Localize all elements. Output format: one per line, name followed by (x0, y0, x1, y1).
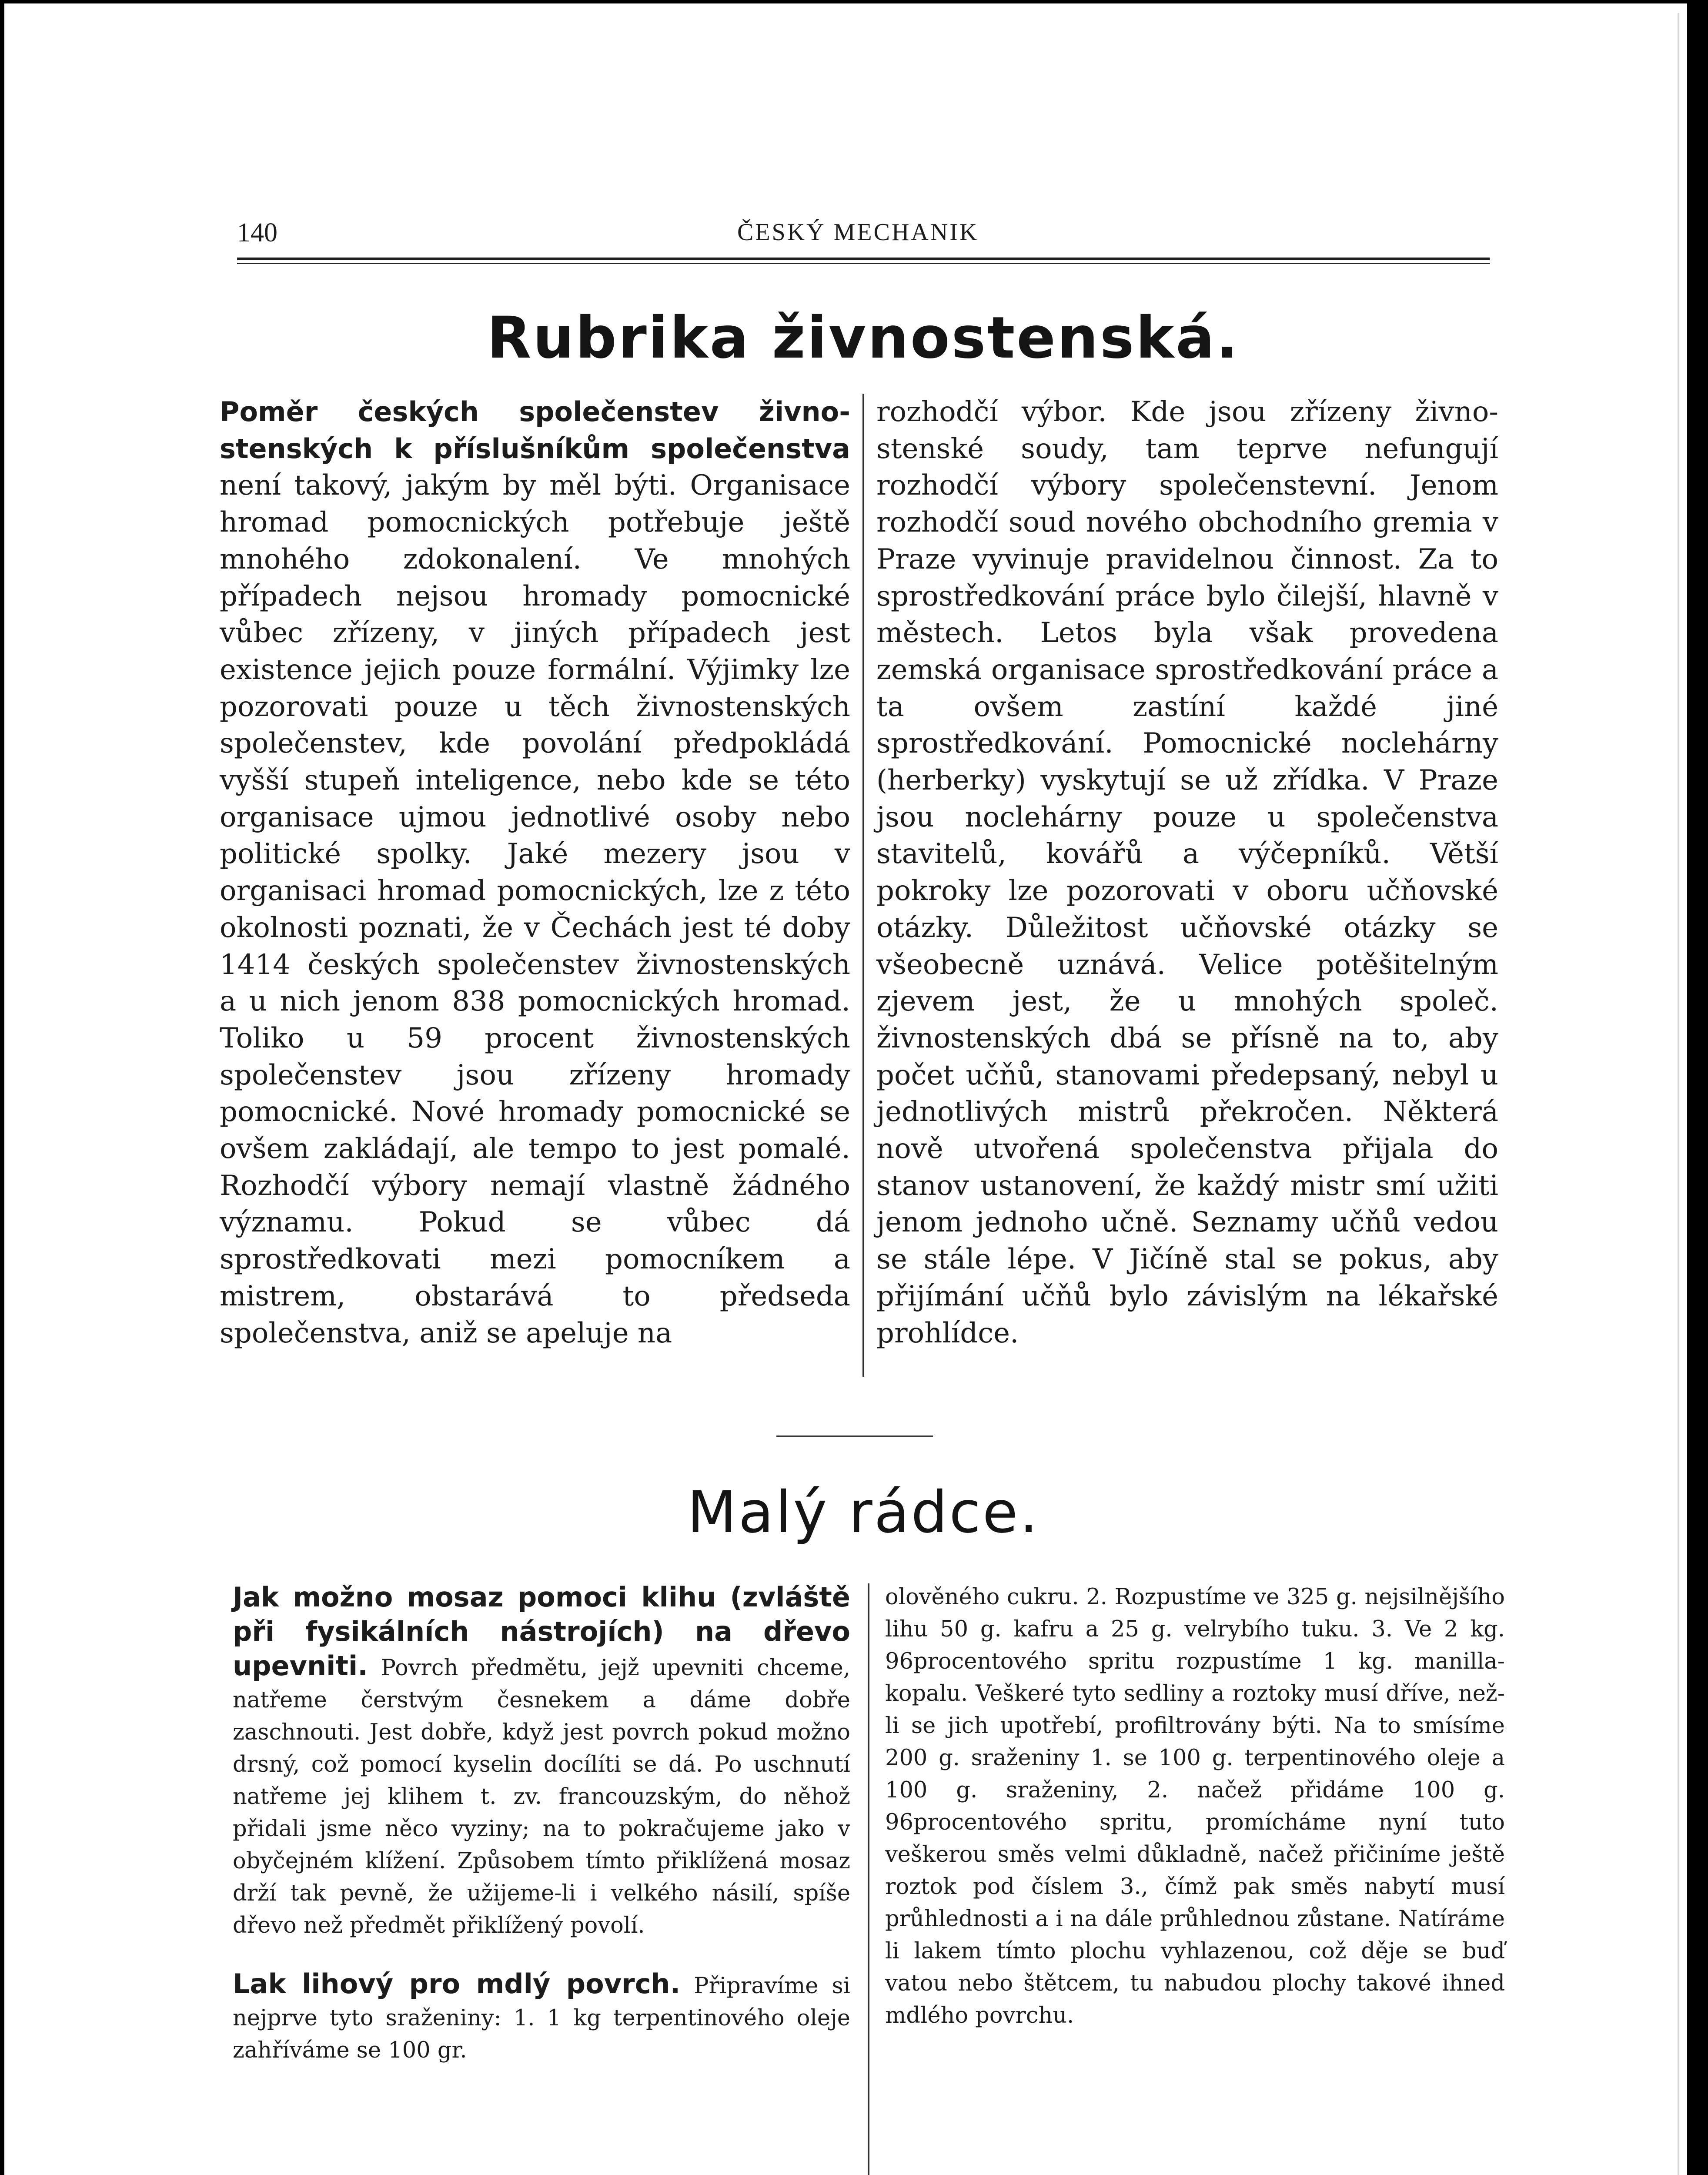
column-divider-2 (868, 1583, 869, 2175)
section2-text-2: Připravíme si nejprve tyto sraženiny: 1. 1 kg terpentinového oleje zahříváme se 100 gr. (233, 1973, 850, 2063)
scan-border-top (0, 0, 1708, 3)
section1-left-column (220, 394, 850, 1352)
header-rule (237, 258, 1490, 260)
section2-lead-1: Jak možno mosaz pomoci klihu (zvláště při fysikálních nástrojích) na dřevo upevniti. (233, 1581, 850, 1682)
paragraph-gap (233, 1942, 850, 1968)
section2-paragraph-1 (233, 1581, 850, 1942)
section1-left-paragraph (220, 394, 850, 1352)
scan-edge-line (1678, 13, 1679, 2175)
section1-right-column (876, 394, 1498, 1352)
running-head (237, 218, 1490, 252)
scan-border-right (1687, 0, 1708, 2175)
section1-lead: Poměr českých společenstev živnostenských k příslušníkům společenstva (220, 396, 850, 465)
journal-title: ČESKÝ MECHANIK (737, 219, 979, 246)
section1-left-text: není takový, jakým by měl býti. Organisace hromad pomocnických potřebuje ještě mnohého zdokonalení. Ve mnohých případech nejsou hromady pomocnické vůbec zřízeny, v jiných případech jest existence jejich pouze formální. Výjimky lze pozorovati pouze u těch živnostenských společenstev, kde povolání předpokládá vyšší stupeň inteligence, nebo kde se této organisace ujmou jednotlivé osoby nebo politické spolky. Jaké mezery jsou v organisaci hromad pomocnických, lze z této okolnosti poznati, že v Čechách jest té doby 1414 českých společenstev živnostenských a u nich jenom 838 pomocnických hromad. Toliko u 59 procent živnostenských společenstev jsou zřízeny hromady pomocnické. Nové hromady pomocnické se ovšem zakládají, ale tempo to jest pomalé. Rozhodčí výbory nemají vlastně žádného významu. Pokud se vůbec dá sprostředkovati mezi pomocníkem a mistrem, obstarává to předseda společenstva, aniž se apeluje na (220, 469, 850, 1349)
section-title-maly-radce: Malý rádce. (687, 1479, 1040, 1546)
scan-border-left (0, 0, 4, 2175)
section2-left-column (233, 1581, 850, 2067)
page-number: 140 (237, 218, 277, 248)
section2-right-text: olověného cukru. 2. Rozpustíme ve 325 g. nejsilnějšího lihu 50 g. kafru a 25 g. velrybího tuku. 3. Ve 2 kg. 96procentového spritu rozpustíme 1 kg. manilla-kopalu. Veškeré tyto sedliny a roztoky musí dříve, než-li se jich upotřebí, profiltrovány býti. Na to smísíme 200 g. sraženiny 1. se 100 g. terpentinového oleje a 100 g. sraženiny, 2. načež přidáme 100 g. 96procentového spritu, promícháme nyní tuto veškerou směs velmi důkladně, načež přičiníme ještě roztok pod číslem 3., čímž pak směs nabytí musí průhlednosti a i na dále průhlednou zůstane. Natíráme li lakem tímto plochu vyhlazenou, což děje se buď vatou nebo štětcem, tu nabudou plochy takové ihned mdlého povrchu. (885, 1584, 1505, 2028)
header-rule-thin (237, 263, 1490, 264)
section2-lead-2: Lak lihový pro mdlý povrch. (233, 1968, 681, 2000)
section2-text-1: Povrch předmětu, jejž upevniti chceme, natřeme čerstvým česnekem a dáme dobře zaschnouti. Jest dobře, když jest povrch pokud možno drsný, což pomocí kyselin docílíti se dá. Po uschnutí natřeme jej klihem t. zv. francouzským, do něhož přidali jsme něco vyziny; na to pokračujeme jako v obyčejném klížení. Způsobem tímto přiklížená mosaz drží tak pevně, že užijeme-li i velkého násilí, spíše dřevo než předmět přiklížený povolí. (233, 1655, 850, 1938)
section-title-zivnostenska: Rubrika živnostenská. (487, 304, 1240, 371)
section-break-rule (776, 1436, 933, 1437)
section2-right-column (885, 1581, 1505, 2032)
section1-right-text: rozhodčí výbor. Kde jsou zřízeny živnostenské soudy, tam teprve nefungují rozhodčí výbory společenstevní. Jenom rozhodčí soud nového obchodního gremia v Praze vyvinuje pravidelnou činnost. Za to sprostředkování práce bylo čilejší, hlavně v městech. Letos byla však provedena zemská organisace sprostředkování práce a ta ovšem zastíní každé jiné sprostředkování. Pomocnické noclehárny (herberky) vyskytují se už zřídka. V Praze jsou noclehárny pouze u společenstva stavitelů, kovářů a výčepníků. Větší pokroky lze pozorovati v oboru učňovské otázky. Důležitost učňovské otázky se všeobecně uznává. Velice potěšitelným zjevem jest, že u mnohých společ. živnostenských dbá se přísně na to, aby počet učňů, stanovami předepsaný, nebyl u jednotlivých mistrů překročen. Některá nově utvořená společenstva přijala do stanov ustanovení, že každý mistr smí užiti jenom jednoho učně. Seznamy učňů vedou se stále lépe. V Jičíně stal se pokus, aby přijímání učňů bylo závislým na lékařské prohlídce. (876, 396, 1498, 1349)
section2-paragraph-2 (233, 1968, 850, 2067)
column-divider (862, 394, 864, 1377)
